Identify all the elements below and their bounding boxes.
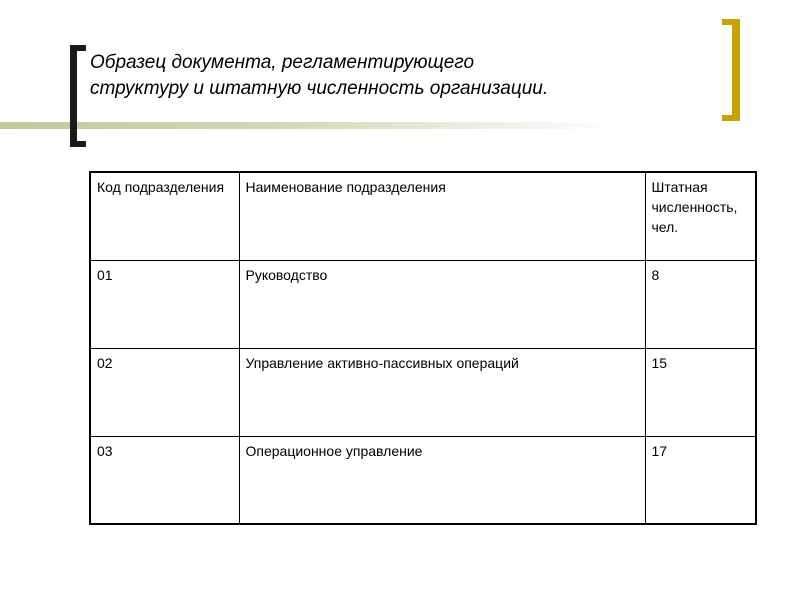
table-row <box>90 260 756 348</box>
cell-name: Управление активно-пассивных операций <box>239 348 645 436</box>
table-row <box>90 436 756 524</box>
cell-name: Операционное управление <box>239 436 645 524</box>
cell-count: 8 <box>645 260 756 348</box>
decorative-bar <box>0 122 620 129</box>
left-bracket-decoration <box>70 45 86 147</box>
right-bracket-decoration <box>722 19 740 121</box>
cell-count: 15 <box>645 348 756 436</box>
table-header-row <box>90 172 756 260</box>
cell-code: 03 <box>90 436 239 524</box>
cell-count: 17 <box>645 436 756 524</box>
slide-title <box>90 50 650 102</box>
cell-code: 02 <box>90 348 239 436</box>
header-name: Наименование подразделения <box>239 172 645 260</box>
table-row <box>90 348 756 436</box>
staff-structure-table <box>89 171 757 525</box>
header-count: Штатная численность, чел. <box>645 172 756 260</box>
title-line-2: структуру и штатную численность организации. <box>90 78 549 99</box>
cell-code: 01 <box>90 260 239 348</box>
header-code: Код подразделения <box>90 172 239 260</box>
title-line-1: Образец документа, регламентирующего <box>90 52 475 73</box>
cell-name: Руководство <box>239 260 645 348</box>
